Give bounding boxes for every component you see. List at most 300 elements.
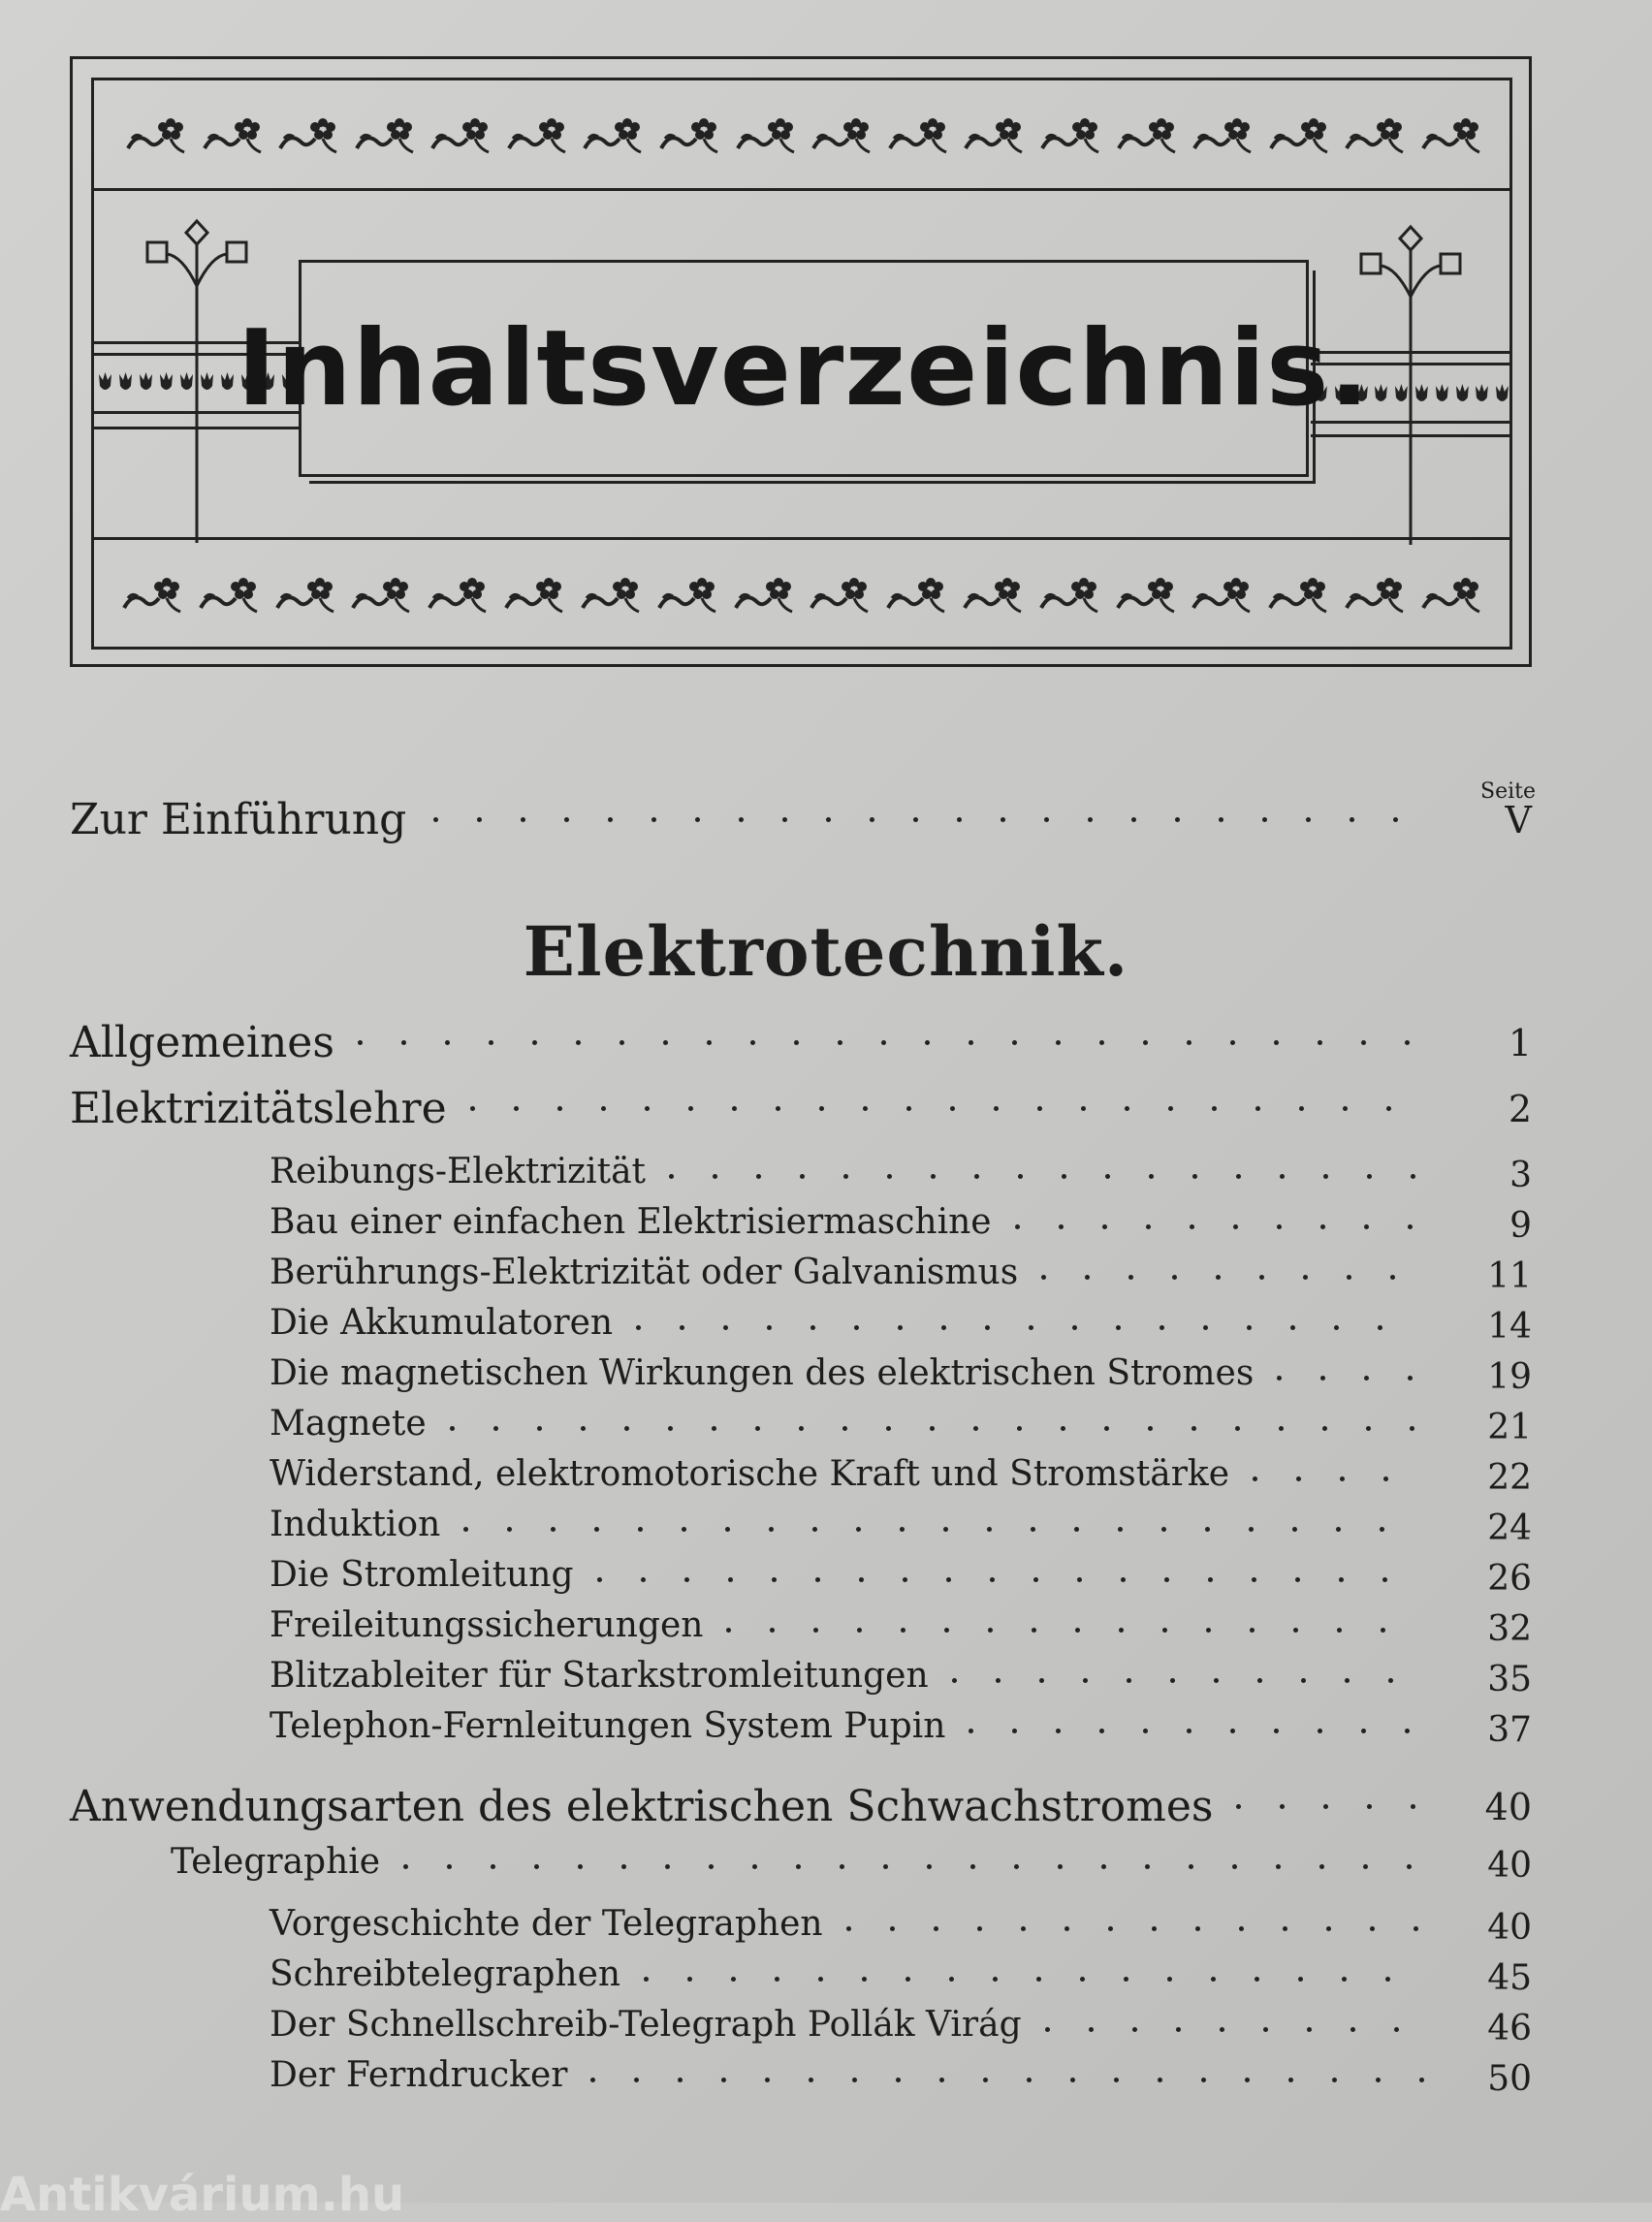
leader-dot — [1408, 1376, 1413, 1381]
leader-dot — [1190, 1224, 1194, 1229]
leader-dot — [732, 1106, 737, 1111]
flower-ornament-icon — [276, 110, 344, 160]
toc-entry — [0, 1202, 1652, 1251]
toc-entry-label: Zur Einführung — [70, 795, 407, 844]
leader-dot — [707, 1040, 712, 1045]
leader-dot — [651, 817, 656, 822]
leader-dot — [756, 1174, 761, 1179]
leader-dot — [712, 1426, 716, 1431]
leader-dot — [826, 817, 831, 822]
leader-dot — [721, 2078, 726, 2082]
leader-dot — [1410, 1426, 1414, 1431]
flower-ornament-icon — [810, 110, 877, 160]
leader-dots — [669, 1152, 1464, 1200]
leader-dot — [403, 1864, 408, 1869]
leader-dot — [852, 2078, 857, 2082]
tulip-ornament-icon — [1373, 382, 1389, 407]
leader-dot — [1257, 1678, 1262, 1683]
leader-dot — [1146, 1224, 1151, 1229]
leader-dot — [1249, 1527, 1254, 1532]
leader-dot — [687, 1977, 692, 1982]
leader-dots — [1041, 1253, 1464, 1301]
leader-dot — [624, 1426, 629, 1431]
leader-dot — [1319, 1864, 1324, 1869]
leader-dot — [636, 1325, 641, 1330]
leader-dot — [1380, 1527, 1384, 1532]
leader-dot — [1235, 1426, 1240, 1431]
leader-dot — [1220, 2027, 1224, 2032]
leader-dot — [1070, 2078, 1075, 2082]
leader-dot — [1280, 1804, 1285, 1809]
flower-ornament-icon — [502, 569, 570, 619]
leader-dot — [1027, 2078, 1032, 2082]
leader-dot — [669, 1174, 674, 1179]
leader-dot — [433, 817, 438, 822]
leader-dot — [1233, 1224, 1238, 1229]
flower-ornament-icon — [1343, 569, 1411, 619]
leader-dot — [590, 2078, 595, 2082]
leader-dot — [1323, 1174, 1328, 1179]
leader-dot — [1385, 1977, 1390, 1982]
leader-dots — [1277, 1353, 1464, 1402]
leader-dot — [1045, 2027, 1050, 2032]
leader-dot — [638, 1527, 643, 1532]
leader-dot — [1253, 1476, 1257, 1481]
leader-dot — [634, 2078, 639, 2082]
leader-dot — [863, 1106, 868, 1111]
leader-dot — [1119, 1628, 1124, 1633]
leader-dot — [939, 2078, 944, 2082]
toc-entry-page: 40 — [1484, 1786, 1532, 1828]
page-column-label: Seite — [1480, 779, 1536, 804]
leader-dot — [450, 1426, 455, 1431]
leader-dot — [988, 1628, 993, 1633]
leader-dot — [1158, 2078, 1162, 2082]
leader-dot — [1323, 1804, 1328, 1809]
toc-entry-page: 2 — [1508, 1088, 1532, 1130]
leader-dot — [1162, 1628, 1167, 1633]
leader-dot — [731, 1977, 736, 1982]
leader-dot — [1342, 1977, 1347, 1982]
flower-ornament-icon — [1190, 569, 1257, 619]
leader-dot — [1247, 1325, 1252, 1330]
leader-dot — [581, 1426, 586, 1431]
toc-entry-page: 1 — [1508, 1022, 1532, 1064]
leader-dot — [564, 817, 569, 822]
leader-dot — [1032, 1628, 1036, 1633]
leader-dot — [1012, 1040, 1017, 1045]
leader-dot — [1301, 1678, 1306, 1683]
leader-dot — [765, 2078, 770, 2082]
tulip-ornament-icon — [1414, 382, 1430, 407]
toc-entry-label: Widerstand, elektromotorische Kraft und Stromstärke — [270, 1454, 1230, 1494]
leader-dot — [1307, 2027, 1312, 2032]
leader-dot — [810, 1325, 815, 1330]
leader-dot — [970, 1864, 975, 1869]
watermark: Antikvárium.hu — [0, 2168, 405, 2222]
leader-dot — [883, 1864, 888, 1869]
floral-border-bottom — [120, 560, 1487, 628]
toc-entry — [0, 1303, 1652, 1351]
leader-dot — [1219, 817, 1223, 822]
leader-dot — [1012, 1729, 1017, 1733]
leader-dot — [1334, 1325, 1339, 1330]
leader-dot — [900, 1527, 905, 1532]
toc-entry-page: 50 — [1487, 2059, 1532, 2099]
leader-dot — [1105, 1174, 1110, 1179]
leader-dot — [644, 1977, 649, 1982]
toc-entry-page: 26 — [1487, 1559, 1532, 1599]
leader-dot — [1131, 817, 1136, 822]
leader-dot — [1175, 817, 1180, 822]
leader-dot — [775, 1977, 779, 1982]
leader-dot — [1176, 2027, 1181, 2032]
leader-dot — [901, 1628, 905, 1633]
leader-dot — [969, 1040, 973, 1045]
leader-dot — [1236, 1174, 1241, 1179]
toc-entry-label: Telegraphie — [171, 1842, 381, 1882]
toc-entry-label: Schreibtelegraphen — [270, 1954, 621, 1994]
toc-entry — [0, 1954, 1652, 2003]
leader-dot — [838, 1040, 842, 1045]
leader-dot — [1075, 1628, 1080, 1633]
leader-dot — [815, 1577, 820, 1582]
leader-dot — [1274, 1729, 1279, 1733]
toc-entry-page: 46 — [1487, 2009, 1532, 2048]
leader-dot — [594, 1527, 599, 1532]
leader-dot — [1296, 1476, 1301, 1481]
leader-dot — [723, 1325, 728, 1330]
flower-ornament-icon — [120, 569, 188, 619]
toc-entry-page: 22 — [1487, 1458, 1532, 1498]
toc-entry — [0, 1842, 1652, 1890]
leader-dot — [1168, 1106, 1173, 1111]
leader-dot — [1383, 1476, 1388, 1481]
tulip-ornament-icon — [117, 370, 134, 396]
leader-dot — [1411, 1804, 1415, 1809]
flower-ornament-icon — [886, 110, 954, 160]
leader-dot — [1083, 1678, 1088, 1683]
leader-dot — [750, 1040, 755, 1045]
leader-dots — [1236, 1782, 1464, 1830]
toc-entry — [0, 1404, 1652, 1452]
leader-dot — [1145, 1864, 1150, 1869]
leader-dot — [1363, 1864, 1368, 1869]
leader-dot — [1364, 1376, 1369, 1381]
leader-dot — [1414, 1926, 1418, 1931]
leader-dot — [688, 1106, 693, 1111]
leader-dot — [862, 1977, 867, 1982]
frame-rule — [91, 537, 1512, 540]
leader-dot — [927, 1864, 932, 1869]
leader-dot — [898, 1325, 903, 1330]
leader-dot — [1252, 1577, 1256, 1582]
leader-dot — [1337, 1628, 1342, 1633]
toc-entry — [0, 1505, 1652, 1553]
leader-dot — [1214, 1678, 1219, 1683]
leader-dot — [1128, 1275, 1133, 1280]
leader-dot — [1104, 1426, 1109, 1431]
leader-dot — [534, 1864, 539, 1869]
leader-dot — [1339, 1577, 1344, 1582]
leader-dot — [1064, 1926, 1069, 1931]
leader-dot — [1292, 1527, 1297, 1532]
leader-dot — [985, 1325, 990, 1330]
leader-dot — [950, 1106, 955, 1111]
toc-entry-page: 14 — [1487, 1307, 1532, 1347]
leader-dot — [726, 1628, 731, 1633]
leader-dot — [1015, 1224, 1020, 1229]
toc-entry-page: 3 — [1509, 1156, 1532, 1195]
leader-dots — [433, 795, 1454, 843]
leader-dot — [1195, 1926, 1200, 1931]
leader-dot — [1132, 2027, 1137, 2032]
leader-dots — [590, 2055, 1464, 2104]
leader-dot — [1161, 1527, 1166, 1532]
leader-dot — [1021, 1926, 1026, 1931]
leader-dot — [993, 1977, 998, 1982]
leader-dot — [1262, 817, 1267, 822]
leader-dot — [1187, 1040, 1191, 1045]
leader-dot — [1099, 1040, 1104, 1045]
leader-dot — [1099, 1729, 1104, 1733]
toc-entry-page: 40 — [1487, 1846, 1532, 1886]
leader-dot — [957, 817, 962, 822]
leader-dot — [514, 1106, 519, 1111]
leader-dot — [996, 1678, 1001, 1683]
leader-dot — [1108, 1926, 1113, 1931]
leader-dot — [1089, 2027, 1094, 2032]
leader-dot — [1167, 1977, 1172, 1982]
leader-dot — [1201, 2078, 1206, 2082]
leader-dot — [800, 1174, 805, 1179]
leader-dot — [1101, 1864, 1106, 1869]
leader-dot — [1044, 817, 1049, 822]
leader-dot — [1081, 1106, 1086, 1111]
leader-dot — [521, 817, 525, 822]
leader-dot — [1293, 1628, 1298, 1633]
toc-entry — [0, 2005, 1652, 2053]
leader-dot — [1370, 1926, 1375, 1931]
leader-dot — [1340, 1476, 1345, 1481]
leader-dot — [1367, 1174, 1372, 1179]
leader-dot — [713, 1174, 717, 1179]
leader-dot — [1347, 1275, 1351, 1280]
flower-ornament-icon — [579, 569, 647, 619]
leader-dot — [1077, 1577, 1082, 1582]
leader-dot — [1361, 1729, 1366, 1733]
leader-dot — [840, 1864, 844, 1869]
tulip-ornament-icon — [219, 370, 236, 396]
leader-dot — [906, 1106, 911, 1111]
flower-ornament-icon — [808, 569, 875, 619]
tulip-ornament-icon — [1454, 382, 1471, 407]
toc-entry-label: Der Schnellschreib-Telegraph Pollák Virág — [270, 2005, 1022, 2045]
flower-ornament-icon — [426, 569, 493, 619]
leader-dot — [1164, 1577, 1169, 1582]
leader-dot — [890, 1926, 895, 1931]
leader-dot — [1345, 1678, 1350, 1683]
leader-dot — [1322, 1426, 1327, 1431]
leader-dot — [776, 1106, 780, 1111]
flower-ornament-icon — [505, 110, 573, 160]
leader-dot — [1394, 2027, 1399, 2032]
leader-dot — [695, 817, 700, 822]
toc-entry-page: 11 — [1487, 1256, 1532, 1296]
toc-entry-page: 45 — [1487, 1958, 1532, 1998]
leader-dot — [1239, 1926, 1244, 1931]
leader-dot — [769, 1527, 774, 1532]
leader-dot — [1332, 2078, 1337, 2082]
toc-entry-label: Die Akkumulatoren — [270, 1303, 614, 1343]
leader-dot — [1216, 1275, 1221, 1280]
leader-dot — [1320, 1376, 1325, 1381]
leader-dot — [819, 1106, 824, 1111]
leader-dot — [608, 817, 613, 822]
leader-dot — [668, 1426, 673, 1431]
toc-entry — [0, 1353, 1652, 1402]
toc-entry-label: Die magnetischen Wirkungen des elektrischen Stromes — [270, 1353, 1255, 1393]
flower-ornament-icon — [655, 569, 723, 619]
tulip-ornament-icon — [1393, 382, 1410, 407]
leader-dot — [682, 1527, 686, 1532]
flower-ornament-icon — [1115, 110, 1183, 160]
leader-dot — [728, 1577, 733, 1582]
leader-dot — [1320, 1224, 1325, 1229]
leader-dot — [772, 1577, 777, 1582]
leader-dot — [709, 1864, 714, 1869]
flower-ornament-icon — [732, 569, 800, 619]
leader-dot — [1411, 1174, 1415, 1179]
toc-entry-page: 37 — [1487, 1710, 1532, 1750]
leader-dot — [641, 1577, 646, 1582]
leader-dot — [551, 1527, 556, 1532]
leader-dot — [969, 1729, 973, 1733]
leader-dot — [1170, 1678, 1175, 1683]
leader-dots — [1253, 1454, 1464, 1503]
leader-dot — [1062, 1174, 1066, 1179]
leader-dot — [994, 1106, 999, 1111]
leader-dot — [842, 1426, 847, 1431]
toc-entry — [0, 1656, 1652, 1704]
leader-dot — [1367, 1804, 1372, 1809]
leader-dot — [1148, 1426, 1153, 1431]
leader-dot — [1299, 1106, 1304, 1111]
toc-entry-page: V — [1505, 799, 1532, 841]
leader-dot — [1263, 2027, 1268, 2032]
leader-dot — [537, 1426, 542, 1431]
leader-dot — [1149, 1174, 1154, 1179]
leader-dot — [846, 1926, 851, 1931]
leader-dot — [1211, 1977, 1216, 1982]
leader-dot — [620, 1040, 624, 1045]
leader-dot — [857, 1628, 862, 1633]
leader-dot — [983, 2078, 988, 2082]
leader-dot — [578, 1864, 583, 1869]
leader-dot — [1039, 1678, 1044, 1683]
page-title: Inhaltsverzeichnis. — [237, 307, 1371, 429]
leader-dot — [1058, 1864, 1063, 1869]
toc-entry — [0, 1253, 1652, 1301]
toc-entry — [0, 1706, 1652, 1755]
leader-dot — [1056, 1040, 1061, 1045]
flower-ornament-icon — [1038, 110, 1106, 160]
leader-dot — [678, 2078, 683, 2082]
toc-entry-label: Elektrizitätslehre — [70, 1084, 447, 1133]
leader-dot — [782, 817, 787, 822]
leader-dot — [1277, 1376, 1282, 1381]
toc-entry-label: Anwendungsarten des elektrischen Schwachstromes — [70, 1782, 1214, 1831]
leader-dot — [680, 1325, 684, 1330]
leader-dot — [794, 1040, 799, 1045]
leader-dot — [930, 1426, 935, 1431]
tulip-ornament-icon — [138, 370, 154, 396]
toc-entry — [0, 1904, 1652, 1952]
leader-dot — [987, 1527, 992, 1532]
toc-entry — [0, 2055, 1652, 2104]
leader-dot — [463, 1527, 468, 1532]
leader-dot — [949, 1977, 954, 1982]
leader-dot — [977, 1926, 982, 1931]
band-rule — [1311, 434, 1510, 437]
leader-dot — [1001, 817, 1005, 822]
toc-entry-label: Telephon-Fernleitungen System Pupin — [270, 1706, 946, 1746]
leader-dot — [1192, 1174, 1197, 1179]
toc-entry — [0, 1555, 1652, 1603]
leader-dot — [1125, 1106, 1129, 1111]
leader-dot — [1206, 1628, 1211, 1633]
leader-dot — [1382, 1577, 1387, 1582]
leader-dot — [507, 1527, 512, 1532]
toc-entry-label: Die Stromleitung — [270, 1555, 574, 1595]
leader-dot — [601, 1106, 606, 1111]
leader-dot — [799, 1426, 804, 1431]
leader-dot — [1056, 1729, 1061, 1733]
leader-dot — [1366, 1426, 1371, 1431]
toc-entry-page: 21 — [1487, 1408, 1532, 1447]
flower-ornament-icon — [1266, 569, 1334, 619]
flower-ornament-icon — [657, 110, 725, 160]
leader-dot — [445, 1040, 450, 1045]
leader-dot — [1390, 1275, 1395, 1280]
leader-dot — [739, 817, 744, 822]
leader-dot — [1080, 1977, 1085, 1982]
leader-dot — [1364, 1224, 1369, 1229]
leader-dot — [493, 1426, 498, 1431]
toc-entry — [0, 1454, 1652, 1503]
leader-dots — [726, 1605, 1464, 1654]
flower-ornament-icon — [581, 110, 649, 160]
leader-dot — [770, 1628, 775, 1633]
toc-entry-page: 24 — [1487, 1508, 1532, 1548]
tulip-ornament-icon — [158, 370, 175, 396]
leader-dot — [1118, 1527, 1123, 1532]
leader-dot — [1408, 1224, 1413, 1229]
toc-entry — [0, 1018, 1652, 1066]
leader-dot — [665, 1864, 670, 1869]
leader-dot — [1205, 1527, 1210, 1532]
leader-dot — [1072, 1325, 1077, 1330]
leader-dot — [1208, 1577, 1213, 1582]
leader-dot — [621, 1864, 626, 1869]
leader-dot — [1236, 1804, 1241, 1809]
leader-dot — [1405, 1729, 1410, 1733]
leader-dot — [856, 1527, 861, 1532]
flower-ornament-icon — [353, 110, 421, 160]
leader-dot — [913, 817, 918, 822]
leader-dot — [1018, 1174, 1023, 1179]
leader-dot — [1259, 1275, 1264, 1280]
